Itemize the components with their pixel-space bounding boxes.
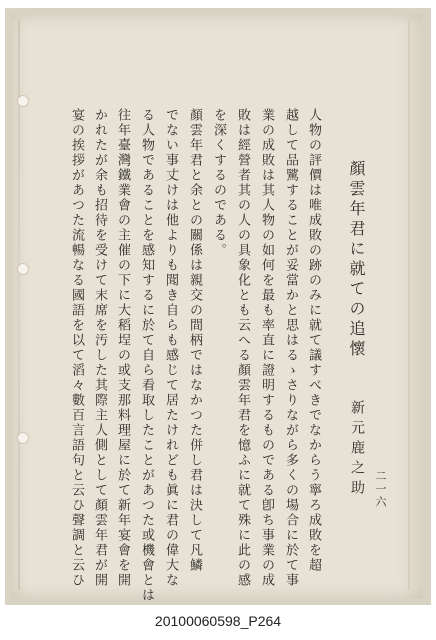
text-column: 往年臺灣鐵業會の主催の下に大稻埕の或支那料理屋に於て新年宴會を開 — [115, 108, 130, 588]
text-column: 業の成敗は其人物の如何を最も率直に證明するものである卽ち事業の成 — [259, 108, 274, 588]
binding-hole — [17, 95, 29, 107]
text-column: かれたが余も招待を受けて末席を汚した其際主人側として顏雲年君が開 — [92, 108, 107, 588]
text-column: 敗は經營者其の人の具象化とも云へる顏雲年君を憶ふに就て殊に此の感 — [235, 108, 250, 588]
essay-title: 顏雲年君に就ての追懷 — [347, 160, 366, 360]
text-column: でない事丈けは他よりも聞き自らも感じて居たけれども眞に君の偉大な — [163, 108, 178, 588]
binding-hole — [17, 432, 29, 444]
page-number: 二一六 — [374, 470, 387, 509]
page-fold-right — [408, 20, 410, 590]
text-column: 越して品騭することが妥當かと思はるゝさりながら多くの場合に於て事 — [283, 108, 298, 588]
text-column: 顏雲年君と余との關係は親交の間柄ではなかつた併し君は決して凡鱗 — [187, 108, 202, 573]
binding-hole — [17, 263, 29, 275]
text-column: 宴の挨拶があつた流暢なる國語を以て滔々數百言語句と云ひ聲調と云ひ — [69, 108, 84, 588]
image-caption: 20100060598_P264 — [154, 613, 282, 629]
essay-author: 新元鹿之助 — [349, 400, 365, 500]
text-column: を深くするのである。 — [211, 108, 226, 258]
text-column: 人物の評價は唯成敗の跡のみに就て議すべきでなからう寧ろ成敗を超 — [306, 108, 321, 573]
text-column: る人物であることを感知するに於て自ら看取したことがあつた或機會とは — [139, 108, 154, 603]
